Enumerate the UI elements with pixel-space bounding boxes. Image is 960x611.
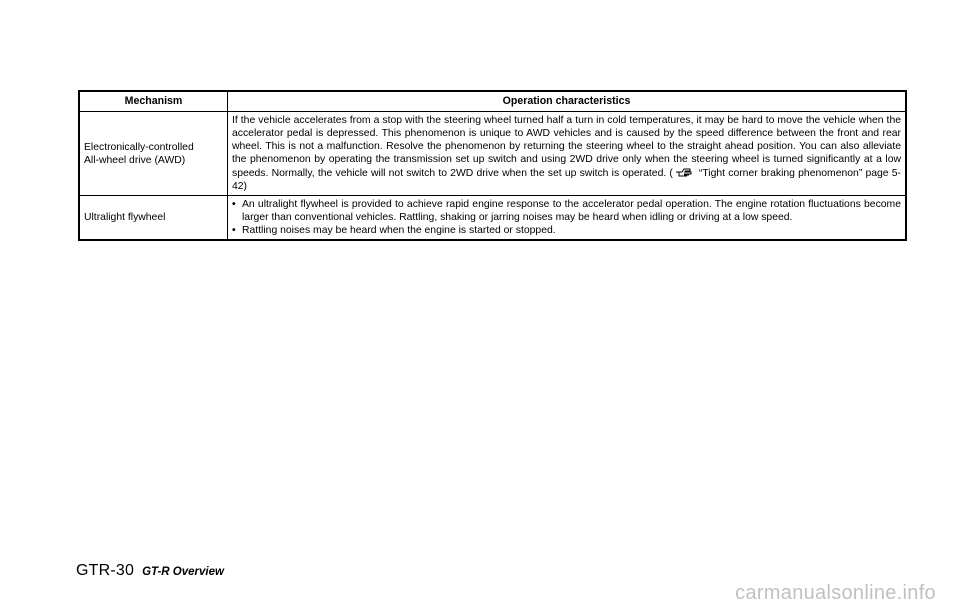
watermark: carmanualsonline.info: [735, 582, 936, 604]
page-footer: [76, 562, 224, 580]
header-operation-characteristics: Operation characteristics: [228, 91, 907, 112]
reference-link-text[interactable]: “Tight corner braking phenomenon” page 5-42): [232, 168, 901, 192]
bullet-icon: •: [232, 199, 236, 210]
characteristics-table: [78, 90, 907, 241]
list-item: [232, 198, 901, 224]
table-header-row: [79, 91, 906, 112]
bullet-list: [232, 198, 901, 237]
list-item: [232, 224, 901, 237]
table-row: [79, 196, 906, 241]
description-text: If the vehicle accelerates from a stop with the steering wheel turned half a turn in cold temperatures, it may be hard to move the vehicle when the accelerator pedal is depressed. This phenomenon is unique to AWD vehicles and is caused by the speed difference between the front and rear wheel. This is not a malfunction. Resolve the phenomenon by returning the steering wheel to the straight ahead position. You can also alleviate the phenomenon by operating the transmission set up switch and using 2WD drive only when the steering wheel is turned significantly at a low speeds. Normally, the vehicle will not switch to 2WD drive when the set up switch is operated. (: [232, 115, 901, 179]
mechanism-name-line1: Electronically-controlled: [84, 141, 194, 153]
page-reference-icon: [675, 166, 697, 177]
mechanism-name-line2: All-wheel drive (AWD): [84, 154, 186, 166]
bullet-icon: •: [232, 225, 236, 236]
operation-description: [228, 112, 907, 196]
operation-description: [228, 196, 907, 241]
bullet-text: Rattling noises may be heard when the engine is started or stopped.: [242, 225, 556, 236]
section-title: GT-R Overview: [142, 566, 224, 578]
page-number: GTR-30: [76, 562, 135, 579]
mechanism-cell: Ultralight flywheel: [79, 196, 228, 241]
mechanism-cell: [79, 112, 228, 196]
bullet-text: An ultralight flywheel is provided to achieve rapid engine response to the accelerator pedal operation. The engine rotation fluctuations become larger than conventional vehicles. Rattling, shaking or jarring noises may be heard when idling or driving at a low speed.: [242, 199, 901, 223]
table-row: [79, 112, 906, 196]
header-mechanism: Mechanism: [79, 91, 228, 112]
